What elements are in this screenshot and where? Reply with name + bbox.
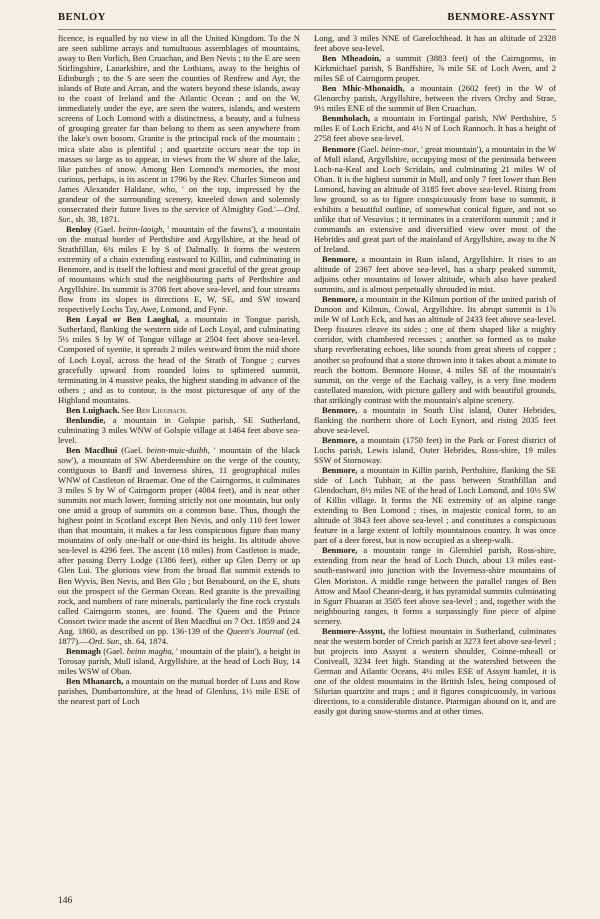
- entry-text: , ' mountain of the black sow'), a mountain of SW Aberdeenshire on the verge of the county, contiguous to Banff and Inverness shires, 11 geographical miles WNW of Castleton of Braemar. One of the Cairngorms, it culminates 3 miles S by W of Cairngorm proper (4084 feet), and is near other summits not much lower, forming strictly not one mountain, but only one amid a group of summits on a common base. Thus, though the highest point in Scotland except Ben Nevis, and only 110 feet lower than that mountain, it makes a far less conspicuous figure than many mountains of only one-half or one-third its height. Its altitude above sea-level is 4296 feet. The ascent (18 miles) from Castleton is made, after passing Derry Lodge (1386 feet), either up Glen Derry or up Glen Lui. The glorious view from the broad flat summit extends to Ben Wyvis, Ben Nevis, and Ben Glo ; but Benabourd, on the E, shuts out the prospect of the German Ocean. Red granite is the prevailing rock, and numbers of rare minerals, particularly the fine rock crystals called Cairngorm stones, are found. The Queen and the Prince Consort twice made the ascent of Ben Macdhui on 7 Oct. 1859 and 24 Aug. 1860, as described on pp. 136-139 of the: [58, 444, 300, 636]
- entry-text: Ben Liughach: [136, 404, 186, 415]
- entry-text: (Gael.: [100, 645, 127, 656]
- entry: [58, 224, 300, 314]
- entry-headword: Ben Luighach.: [66, 404, 120, 415]
- entry: [314, 113, 556, 143]
- entry-text: a mountain in Killin parish, Perthshire, flanking the SE side of Loch Tubhair, at the pass between Strathfillan and Glendochart, 8½ miles NE of the head of Loch Lomond, and 10½ SW of Killin village. It forms the NE extremity of an alpine range extending to Ben Lomond ; rises, in majestic conical form, to an altitude of 3843 feet above sea-level ; and constitutes a conspicuous feature in a large extent of loftily mountainous country. It was once part of a deer forest, but is now occupied as a sheep-walk.: [314, 465, 556, 546]
- entry-text: a summit (3883 feet) of the Cairngorms, in Kirkmichael parish, S Banffshire, ⅞ mile SE of Loch Aven, and 2 miles SE of Cairngorm proper.: [314, 53, 556, 84]
- entry-headword: Benmagh: [66, 645, 101, 656]
- entry-text: ficence, is equalled by no view in all the United Kingdom. To the N are seen sublime arrays and tumultuous assemblages of mountains, away to Ben Vorlich, Ben Cruachan, and Ben Nevis ; to the E are seen Stirlingshire, Lanarkshire, and the Lothians, away to the heights of Edinburgh ; to the S are seen the counties of Renfrew and Ayr, the islands of Bute and Arran, and the waters beyond these islands, away to the coast of Ireland and the Atlantic Ocean ; and on the W, immediately under the eye, are seen the waters, islands, and western screens of Loch Lomond with a distinctness, a beauty, and a fulness of grouping greater far than belong to them as seen anywhere from the lake's own bosom. Granite is the principal rock of the mountain ; mica slate also is plentiful ; and quartzite occurs near the top in masses so large as to appear, in views from the W shore of the lake, like patches of snow. Among Ben Lomond's memories, the most curious, perhaps, is its ascent in 1796 by the Rev. Charles Simeon and James Alexander Haldane, who, ' on the top, impressed by the grandeur of the surrounding scenery, kneeled down and solemnly consecrated their future lives to the service of Almighty God.'—: [58, 33, 300, 214]
- entry: [58, 33, 300, 224]
- entry-text: , sh. 38, 1871.: [71, 213, 120, 224]
- entry-headword: Benmore,: [322, 465, 358, 476]
- entry-headword: Benmore-Assynt,: [322, 625, 386, 636]
- entry-text: Long, and 3 miles NNE of Garelochhead. It has an altitude of 2328 feet above sea-level.: [314, 33, 556, 54]
- entry-text: beinn-laoigh: [118, 223, 163, 234]
- entry: [58, 415, 300, 445]
- header-rule: [58, 29, 556, 30]
- entry-text: Ord. Sur.: [88, 635, 120, 646]
- entry-text: a mountain (2602 feet) in the W of Glenorchy parish, Argyllshire, between the rivers Orchy and Strae, 9½ miles ENE of the summit of Ben Cruachan.: [314, 83, 556, 114]
- entry-headword: Benmore,: [322, 294, 358, 305]
- entry-text: , ' mountain of the plain'), a height in Torosay parish, Mull island, Argyllshire, at the head of Loch Buy, 14 miles WSW of Oban.: [58, 645, 300, 676]
- entry-headword: Benlundie,: [66, 414, 106, 425]
- entry-text: (Gael.: [91, 223, 119, 234]
- entry: [314, 254, 556, 294]
- entry-headword: Ben Macdhui: [66, 444, 118, 455]
- entry: [314, 53, 556, 83]
- entry: [58, 405, 300, 415]
- entry-text: (Gael.: [117, 444, 147, 455]
- entry: [314, 545, 556, 625]
- entry: [58, 676, 300, 706]
- entry-text: a mountain in Tongue parish, Sutherland, flanking the western side of Loch Loyal, and culminating 5½ miles S by W of Tongue village at 2504 feet above sea-level. Composed of syenite, it spreads 2 miles westward from the mid shore of Loch Loyal, across the head of the Strath of Tongue ; curves gracefully upward from rounded loins to splintered summit, terminating in 4 massive peaks, the highest standing in advance of the others ; and as to contour, is the most picturesque of any of the Highland mountains.: [58, 314, 300, 405]
- entry: [314, 33, 556, 53]
- entry-text: a mountain in the Kilmun portion of the united parish of Dunoon and Kilmun, Cowal, Argyllshire. Its abrupt summit is 1⅞ mile W of Loch Eck, and has an altitude of 2433 feet above sea-level. Deep fissures cleave its sides ; one of them shaped like a mighty corridor, with chambered recesses ; another so formed as to make sharp reverberating echoes, like sounds from great sheets of copper ; another so profound that a stone thrown into it takes about a minute to reach the bottom. Benmore House, 4 miles SE of the mountain's summit, on the verge of the Eachaig valley, is a very fine modern castellated mansion, with picture gallery and with beautiful grounds, that strikingly contrast with the mountain's alpine scenery.: [314, 294, 556, 405]
- entry-text: a mountain in Golspie parish, SE Sutherland, culminating 3 miles WNW of Golspie village at 1464 feet above sea-level.: [58, 414, 300, 445]
- right-column: [314, 33, 556, 901]
- entry-text: beinn-mor: [380, 143, 417, 154]
- entry-headword: Ben Loyal or Ben Laoghal,: [66, 314, 180, 325]
- entry-headword: Benmholach,: [322, 113, 370, 124]
- entry-headword: Benmore,: [322, 254, 358, 265]
- running-header-right: BENMORE-ASSYNT: [447, 12, 555, 23]
- entry: [314, 144, 556, 255]
- entry-headword: Benmore: [322, 143, 356, 154]
- entry-text: , ' great mountain'), a mountain in the W of Mull island, Argyllshire, occupying most of the peninsula between Loch-na-Keal and Loch Scridain, and culminating 21 miles W of Oban. It is the highest summit in Mull, and only 7 feet lower than Ben Lomond, having an altitude of 3185 feet above sea-level. Rising from low ground, so as to figure conspicuously from base to summit, it exhibits a beautiful outline, of somewhat conical figure, and not so unlike that of Vesuvius ; it terminates in a crateriform summit ; and it commands an extensive and diversified view over most of the Hebrides and great part of the mainland of Argyllshire, away to the N of Ireland.: [314, 143, 556, 254]
- entry-headword: Benloy: [66, 223, 92, 234]
- entry-text: the loftiest mountain in Sutherland, culminates near the western border of Creich parish at 3273 feet above sea-level ; but projects into Assynt a western shoulder, Coinne-mheall or Coniveall, 3234 feet high. Standing at the watershed between the German and Atlantic Oceans, 4½ miles ESE of Assynt hamlet, it is one of the oldest mountains in the British Isles, being composed of Silurian quartzite and traps ; and it figures conspicuously, in various directions, to a considerable distance. Ptarmigan abound on it, and are easily got during snow-storms and at other times.: [314, 625, 556, 717]
- entry: [314, 626, 556, 716]
- entry-text: a mountain on the mutual border of Luss and Row parishes, Dumbartonshire, at the head of Glenluss, 1½ mile ESE of the nearest part of Loch: [58, 676, 300, 707]
- entry-text: , sh. 64, 1874.: [119, 635, 169, 646]
- entry-text: a mountain in Fortingal parish, NW Perthshire, 5 miles E of Loch Ericht, and 4½ N of Loch Rannoch. It has a height of 2758 feet above sea-level.: [314, 113, 556, 144]
- entry-headword: Benmore,: [322, 404, 358, 415]
- entry: [58, 314, 300, 404]
- entry-text: , ' mountain of the fawns'), a mountain on the mutual border of Perthshire and Argyllshire, at the head of Strathfillan, 6¾ miles E by S of Dalmally. It forms the western extremity of a chain extending eastward to Killin, and culminating in Benmore, and is itself the loftiest and most graceful of the great group of mountains which stud the neighbouring parts of Perthshire and Argyllshire. Its summit is 3708 feet above sea-level, and four streams flow from its slopes in directions E, W, SE, and SW toward respectively Lochs Tay, Awe, Lomond, and Fyne.: [58, 223, 300, 315]
- entry-text: (ed. 1877).—: [58, 625, 300, 646]
- entry-headword: Ben Mhanarch,: [66, 676, 124, 686]
- entry: [314, 405, 556, 435]
- entry-text: beinn-muic-duibh: [146, 444, 208, 455]
- entry: [314, 465, 556, 545]
- entry-text: a mountain range in Glenshiel parish, Ross-shire, extending from near the head of Loch Duich, about 13 miles east-south-eastward into junction with the Inverness-shire mountains of Glen Moriston. A middle range between the parallel ranges of Ben Attow and Maol Cheann-dearg, it has pyramidal summits culminating in Sgurr Fhuaran at 3505 feet above sea-level ; and, together with the neighbouring ranges, it forms a surpassingly fine piece of alpine scenery.: [314, 545, 556, 626]
- entry-text: .: [185, 404, 188, 415]
- entry-headword: Ben Mheadoin,: [322, 53, 382, 64]
- entry-text: beinn magha: [126, 645, 172, 656]
- entry-text: a mountain (1750 feet) in the Park or Forest district of Lochs parish, Lewis island, Outer Hebrides, Ross-shire, 19 miles SSW of Stornoway.: [314, 434, 556, 465]
- entry-headword: Benmore,: [322, 434, 358, 445]
- entry-text: (Gael.: [355, 143, 381, 154]
- page-number: 146: [58, 896, 73, 906]
- entry: [314, 435, 556, 465]
- entry: [58, 445, 300, 646]
- running-header-left: BENLOY: [58, 12, 106, 23]
- entry-headword: Benmore,: [322, 545, 358, 556]
- entry: [314, 294, 556, 405]
- entry: [58, 646, 300, 676]
- entry-text: a mountain in Rum island, Argyllshire. It rises to an altitude of 2367 feet above sea-level, has a sharp peaked summit, adjoins other mountains of lower altitude, which also have peaked summits, and is almost perpetually shrouded in mist.: [314, 254, 556, 295]
- entry: [314, 83, 556, 113]
- entry-text: Queen's Journal: [226, 625, 284, 636]
- entry-headword: Ben Mhic-Mhonaidh,: [322, 83, 405, 94]
- left-column: [58, 33, 300, 901]
- entry-text: See: [119, 404, 137, 415]
- entry-text: a mountain in South Uist island, Outer Hebrides, flanking the northern shore of Loch Eynort, and rising 2035 feet above sea-level.: [314, 404, 556, 435]
- entry-text: Ord. Sur.: [58, 203, 300, 224]
